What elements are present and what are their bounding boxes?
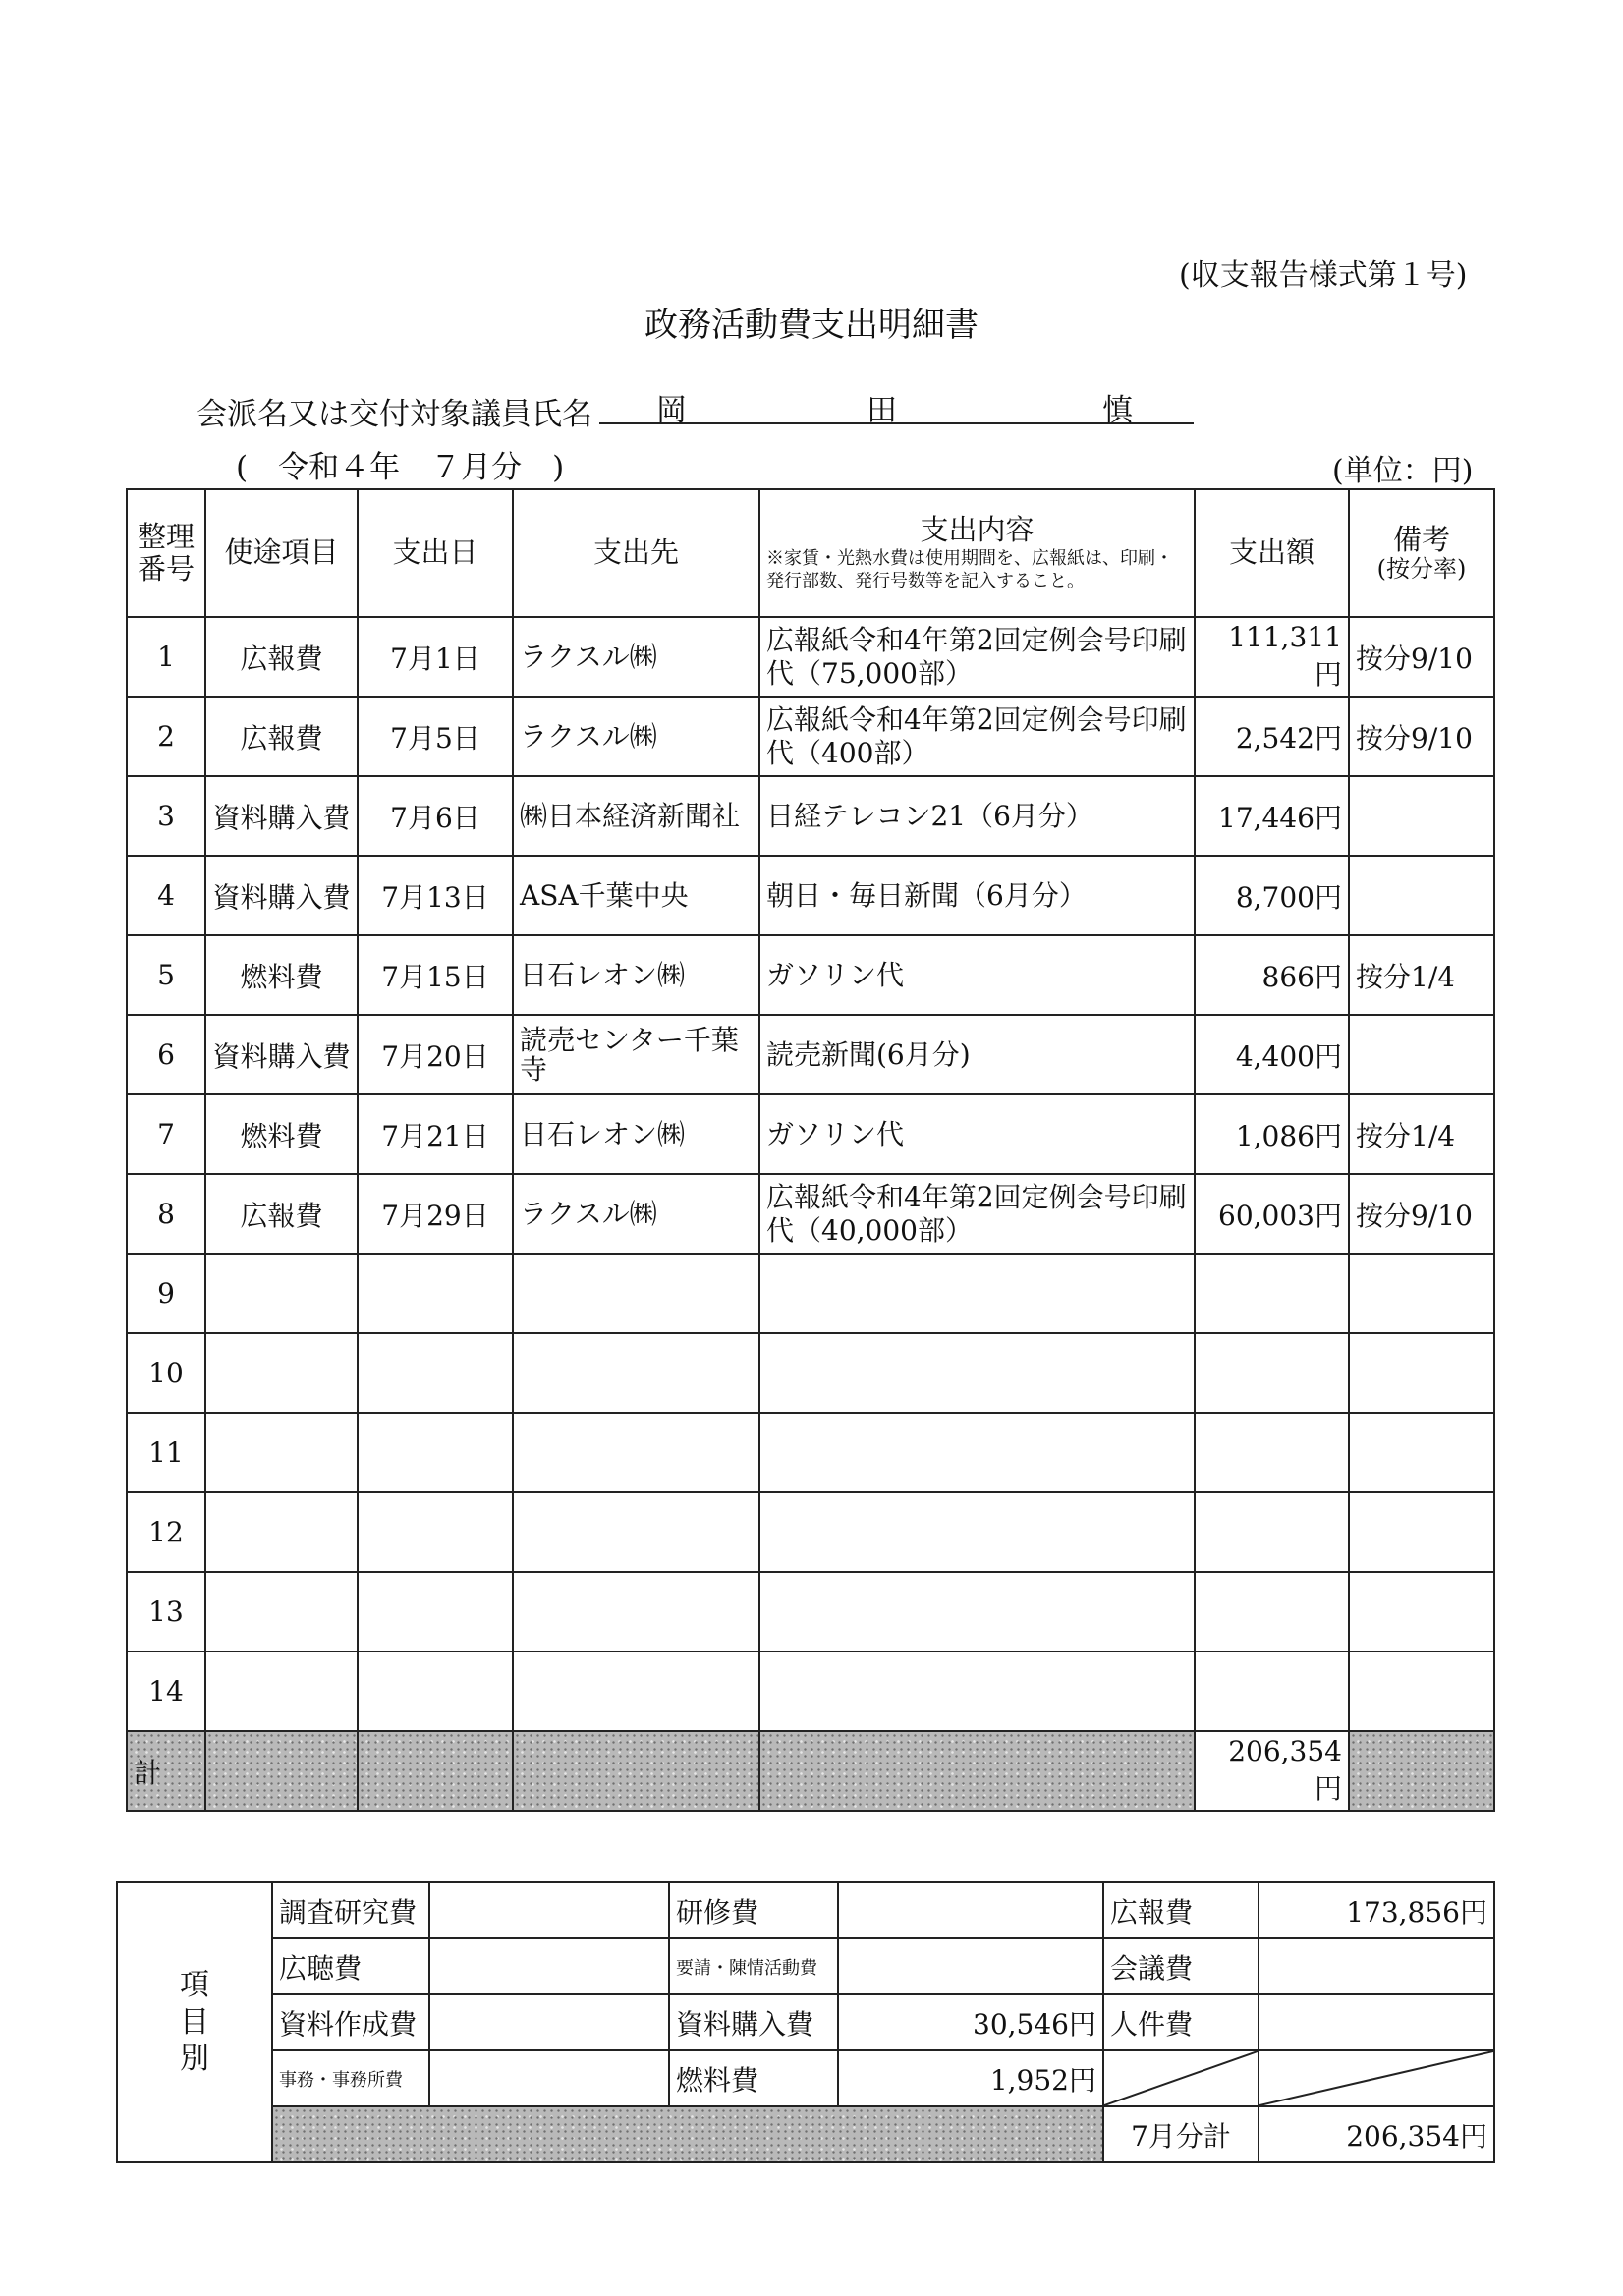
row-category: 燃料費 <box>205 1094 358 1174</box>
table-row <box>127 1094 1494 1174</box>
row-payee: ㈱日本経済新聞社 <box>513 776 759 856</box>
header-remarks-sub: (按分率) <box>1376 554 1467 583</box>
total-blank <box>513 1731 759 1811</box>
summary-row <box>117 2106 1494 2162</box>
row-date: 7月15日 <box>358 935 513 1015</box>
row-payee: ASA千葉中央 <box>513 856 759 935</box>
row-remarks <box>1349 1572 1494 1652</box>
row-number: 10 <box>127 1333 205 1413</box>
total-blank <box>205 1731 358 1811</box>
row-amount: 111,311円 <box>1195 617 1349 697</box>
summary-label: 広聴費 <box>272 1938 429 1994</box>
row-remarks: 按分1/4 <box>1349 1094 1494 1174</box>
row-number: 2 <box>127 697 205 776</box>
row-category: 広報費 <box>205 1174 358 1254</box>
row-number: 14 <box>127 1652 205 1731</box>
row-content <box>759 1492 1195 1572</box>
row-category: 資料購入費 <box>205 776 358 856</box>
row-payee <box>513 1333 759 1413</box>
row-payee: ラクスル㈱ <box>513 617 759 697</box>
row-category <box>205 1652 358 1731</box>
row-amount: 1,086円 <box>1195 1094 1349 1174</box>
table-row <box>127 1492 1494 1572</box>
summary-diagonal-cell <box>1103 2050 1259 2106</box>
row-date: 7月5日 <box>358 697 513 776</box>
summary-diagonal-cell <box>1259 2050 1494 2106</box>
month-total-label: 7月分計 <box>1103 2106 1259 2162</box>
total-label: 計 <box>127 1731 205 1811</box>
total-amount: 206,354円 <box>1195 1731 1349 1811</box>
row-amount: 60,003円 <box>1195 1174 1349 1254</box>
row-remarks <box>1349 856 1494 935</box>
row-date: 7月21日 <box>358 1094 513 1174</box>
total-blank <box>358 1731 513 1811</box>
row-remarks: 按分9/10 <box>1349 1174 1494 1254</box>
table-row <box>127 776 1494 856</box>
row-amount <box>1195 1572 1349 1652</box>
period-label: ( 令和４年 ７月分 ) <box>236 450 565 485</box>
summary-value <box>1259 1994 1494 2050</box>
row-payee: 読売センター千葉寺 <box>513 1015 759 1094</box>
row-amount <box>1195 1413 1349 1492</box>
row-date <box>358 1254 513 1333</box>
row-amount <box>1195 1254 1349 1333</box>
row-content: 広報紙令和4年第2回定例会号印刷代（40,000部） <box>759 1174 1195 1254</box>
header-number: 整理番号 <box>127 489 205 617</box>
row-date: 7月1日 <box>358 617 513 697</box>
table-header-row <box>127 489 1494 617</box>
row-number: 5 <box>127 935 205 1015</box>
summary-label: 調査研究費 <box>272 1882 429 1938</box>
header-remarks-title: 備考 <box>1392 522 1450 556</box>
row-category <box>205 1413 358 1492</box>
row-payee: 日石レオン㈱ <box>513 1094 759 1174</box>
summary-value: 30,546円 <box>838 1994 1103 2050</box>
row-remarks <box>1349 1015 1494 1094</box>
row-amount <box>1195 1492 1349 1572</box>
row-number: 7 <box>127 1094 205 1174</box>
summary-row <box>117 1938 1494 1994</box>
month-total-value: 206,354円 <box>1259 2106 1494 2162</box>
row-category <box>205 1254 358 1333</box>
summary-value <box>1259 1938 1494 1994</box>
row-date <box>358 1333 513 1413</box>
row-amount <box>1195 1333 1349 1413</box>
row-number: 6 <box>127 1015 205 1094</box>
row-amount: 866円 <box>1195 935 1349 1015</box>
row-number: 3 <box>127 776 205 856</box>
total-blank <box>759 1731 1195 1811</box>
row-category <box>205 1572 358 1652</box>
row-content <box>759 1413 1195 1492</box>
header-payee: 支出先 <box>513 489 759 617</box>
row-content: ガソリン代 <box>759 1094 1195 1174</box>
row-date: 7月13日 <box>358 856 513 935</box>
row-remarks <box>1349 1652 1494 1731</box>
header-date: 支出日 <box>358 489 513 617</box>
unit-label: (単位：円) <box>1332 454 1474 488</box>
row-payee <box>513 1572 759 1652</box>
summary-value <box>429 1994 669 2050</box>
summary-label: 資料作成費 <box>272 1994 429 2050</box>
expense-table <box>126 488 1495 1812</box>
row-payee <box>513 1492 759 1572</box>
summary-label: 広報費 <box>1103 1882 1259 1938</box>
summary-value: 1,952円 <box>838 2050 1103 2106</box>
row-payee: ラクスル㈱ <box>513 1174 759 1254</box>
summary-value <box>838 1938 1103 1994</box>
row-payee <box>513 1652 759 1731</box>
row-content: 読売新聞(6月分) <box>759 1015 1195 1094</box>
table-row <box>127 1413 1494 1492</box>
row-category: 資料購入費 <box>205 856 358 935</box>
row-amount: 4,400円 <box>1195 1015 1349 1094</box>
diagonal-line <box>1259 2051 1493 2105</box>
row-number: 11 <box>127 1413 205 1492</box>
summary-grey-block <box>272 2106 1103 2162</box>
summary-row <box>117 2050 1494 2106</box>
row-amount: 17,446円 <box>1195 776 1349 856</box>
table-row <box>127 1174 1494 1254</box>
row-content <box>759 1333 1195 1413</box>
summary-value <box>838 1882 1103 1938</box>
header-remarks <box>1349 489 1494 617</box>
row-remarks <box>1349 1254 1494 1333</box>
row-payee: ラクスル㈱ <box>513 697 759 776</box>
summary-side-label-text: 項目別 <box>180 1968 209 2077</box>
table-row <box>127 617 1494 697</box>
row-category: 燃料費 <box>205 935 358 1015</box>
row-content: 朝日・毎日新聞（6月分） <box>759 856 1195 935</box>
summary-row <box>117 1994 1494 2050</box>
row-payee <box>513 1413 759 1492</box>
row-content <box>759 1572 1195 1652</box>
header-category: 使途項目 <box>205 489 358 617</box>
row-content: ガソリン代 <box>759 935 1195 1015</box>
summary-label: 燃料費 <box>669 2050 838 2106</box>
row-remarks <box>1349 1333 1494 1413</box>
row-category <box>205 1492 358 1572</box>
row-amount: 2,542円 <box>1195 697 1349 776</box>
row-category: 広報費 <box>205 617 358 697</box>
row-content: 広報紙令和4年第2回定例会号印刷代（75,000部） <box>759 617 1195 697</box>
row-content: 日経テレコン21（6月分） <box>759 776 1195 856</box>
row-remarks: 按分9/10 <box>1349 697 1494 776</box>
row-date: 7月6日 <box>358 776 513 856</box>
summary-row <box>117 1882 1494 1938</box>
member-name-char: 岡 <box>656 393 687 428</box>
header-content-note: ※家賃・光熱水費は使用期間を、広報紙は、印刷・発行部数、発行号数等を記入すること。 <box>766 548 1173 591</box>
member-name-char: 慎 <box>1102 393 1133 428</box>
row-date <box>358 1413 513 1492</box>
summary-value: 173,856円 <box>1259 1882 1494 1938</box>
total-row <box>127 1731 1494 1811</box>
row-number: 12 <box>127 1492 205 1572</box>
summary-label: 要請・陳情活動費 <box>669 1938 838 1994</box>
table-row <box>127 1652 1494 1731</box>
row-category <box>205 1333 358 1413</box>
row-remarks <box>1349 776 1494 856</box>
row-date <box>358 1652 513 1731</box>
row-remarks: 按分9/10 <box>1349 617 1494 697</box>
member-name-char: 田 <box>867 393 897 428</box>
row-date <box>358 1492 513 1572</box>
row-content: 広報紙令和4年第2回定例会号印刷代（400部） <box>759 697 1195 776</box>
summary-table <box>116 1881 1495 2163</box>
diagonal-line <box>1104 2051 1258 2105</box>
row-number: 9 <box>127 1254 205 1333</box>
summary-label: 研修費 <box>669 1882 838 1938</box>
summary-value <box>429 2050 669 2106</box>
row-remarks <box>1349 1492 1494 1572</box>
row-date: 7月29日 <box>358 1174 513 1254</box>
page-title: 政務活動費支出明細書 <box>644 306 979 345</box>
row-remarks <box>1349 1413 1494 1492</box>
row-number: 4 <box>127 856 205 935</box>
row-date: 7月20日 <box>358 1015 513 1094</box>
row-number: 1 <box>127 617 205 697</box>
row-payee <box>513 1254 759 1333</box>
table-row <box>127 1015 1494 1094</box>
summary-value <box>429 1882 669 1938</box>
header-content <box>759 489 1195 617</box>
row-amount <box>1195 1652 1349 1731</box>
summary-label: 会議費 <box>1103 1938 1259 1994</box>
row-amount: 8,700円 <box>1195 856 1349 935</box>
row-payee: 日石レオン㈱ <box>513 935 759 1015</box>
summary-label: 事務・事務所費 <box>272 2050 429 2106</box>
summary-side-label <box>117 1882 272 2162</box>
header-content-title: 支出内容 <box>920 512 1035 546</box>
row-content <box>759 1652 1195 1731</box>
row-number: 8 <box>127 1174 205 1254</box>
table-row <box>127 1254 1494 1333</box>
summary-label: 資料購入費 <box>669 1994 838 2050</box>
table-row <box>127 856 1494 935</box>
row-remarks: 按分1/4 <box>1349 935 1494 1015</box>
row-content <box>759 1254 1195 1333</box>
summary-value <box>429 1938 669 1994</box>
row-date <box>358 1572 513 1652</box>
member-name-field <box>599 383 1194 428</box>
row-category: 広報費 <box>205 697 358 776</box>
table-row <box>127 697 1494 776</box>
header-amount: 支出額 <box>1195 489 1349 617</box>
table-row <box>127 935 1494 1015</box>
table-row <box>127 1333 1494 1413</box>
summary-label: 人件費 <box>1103 1994 1259 2050</box>
member-label: 会派名又は交付対象議員氏名 <box>196 397 592 432</box>
total-blank <box>1349 1731 1494 1811</box>
form-number: (収支報告様式第１号) <box>1179 258 1468 293</box>
row-category: 資料購入費 <box>205 1015 358 1094</box>
row-number: 13 <box>127 1572 205 1652</box>
table-row <box>127 1572 1494 1652</box>
